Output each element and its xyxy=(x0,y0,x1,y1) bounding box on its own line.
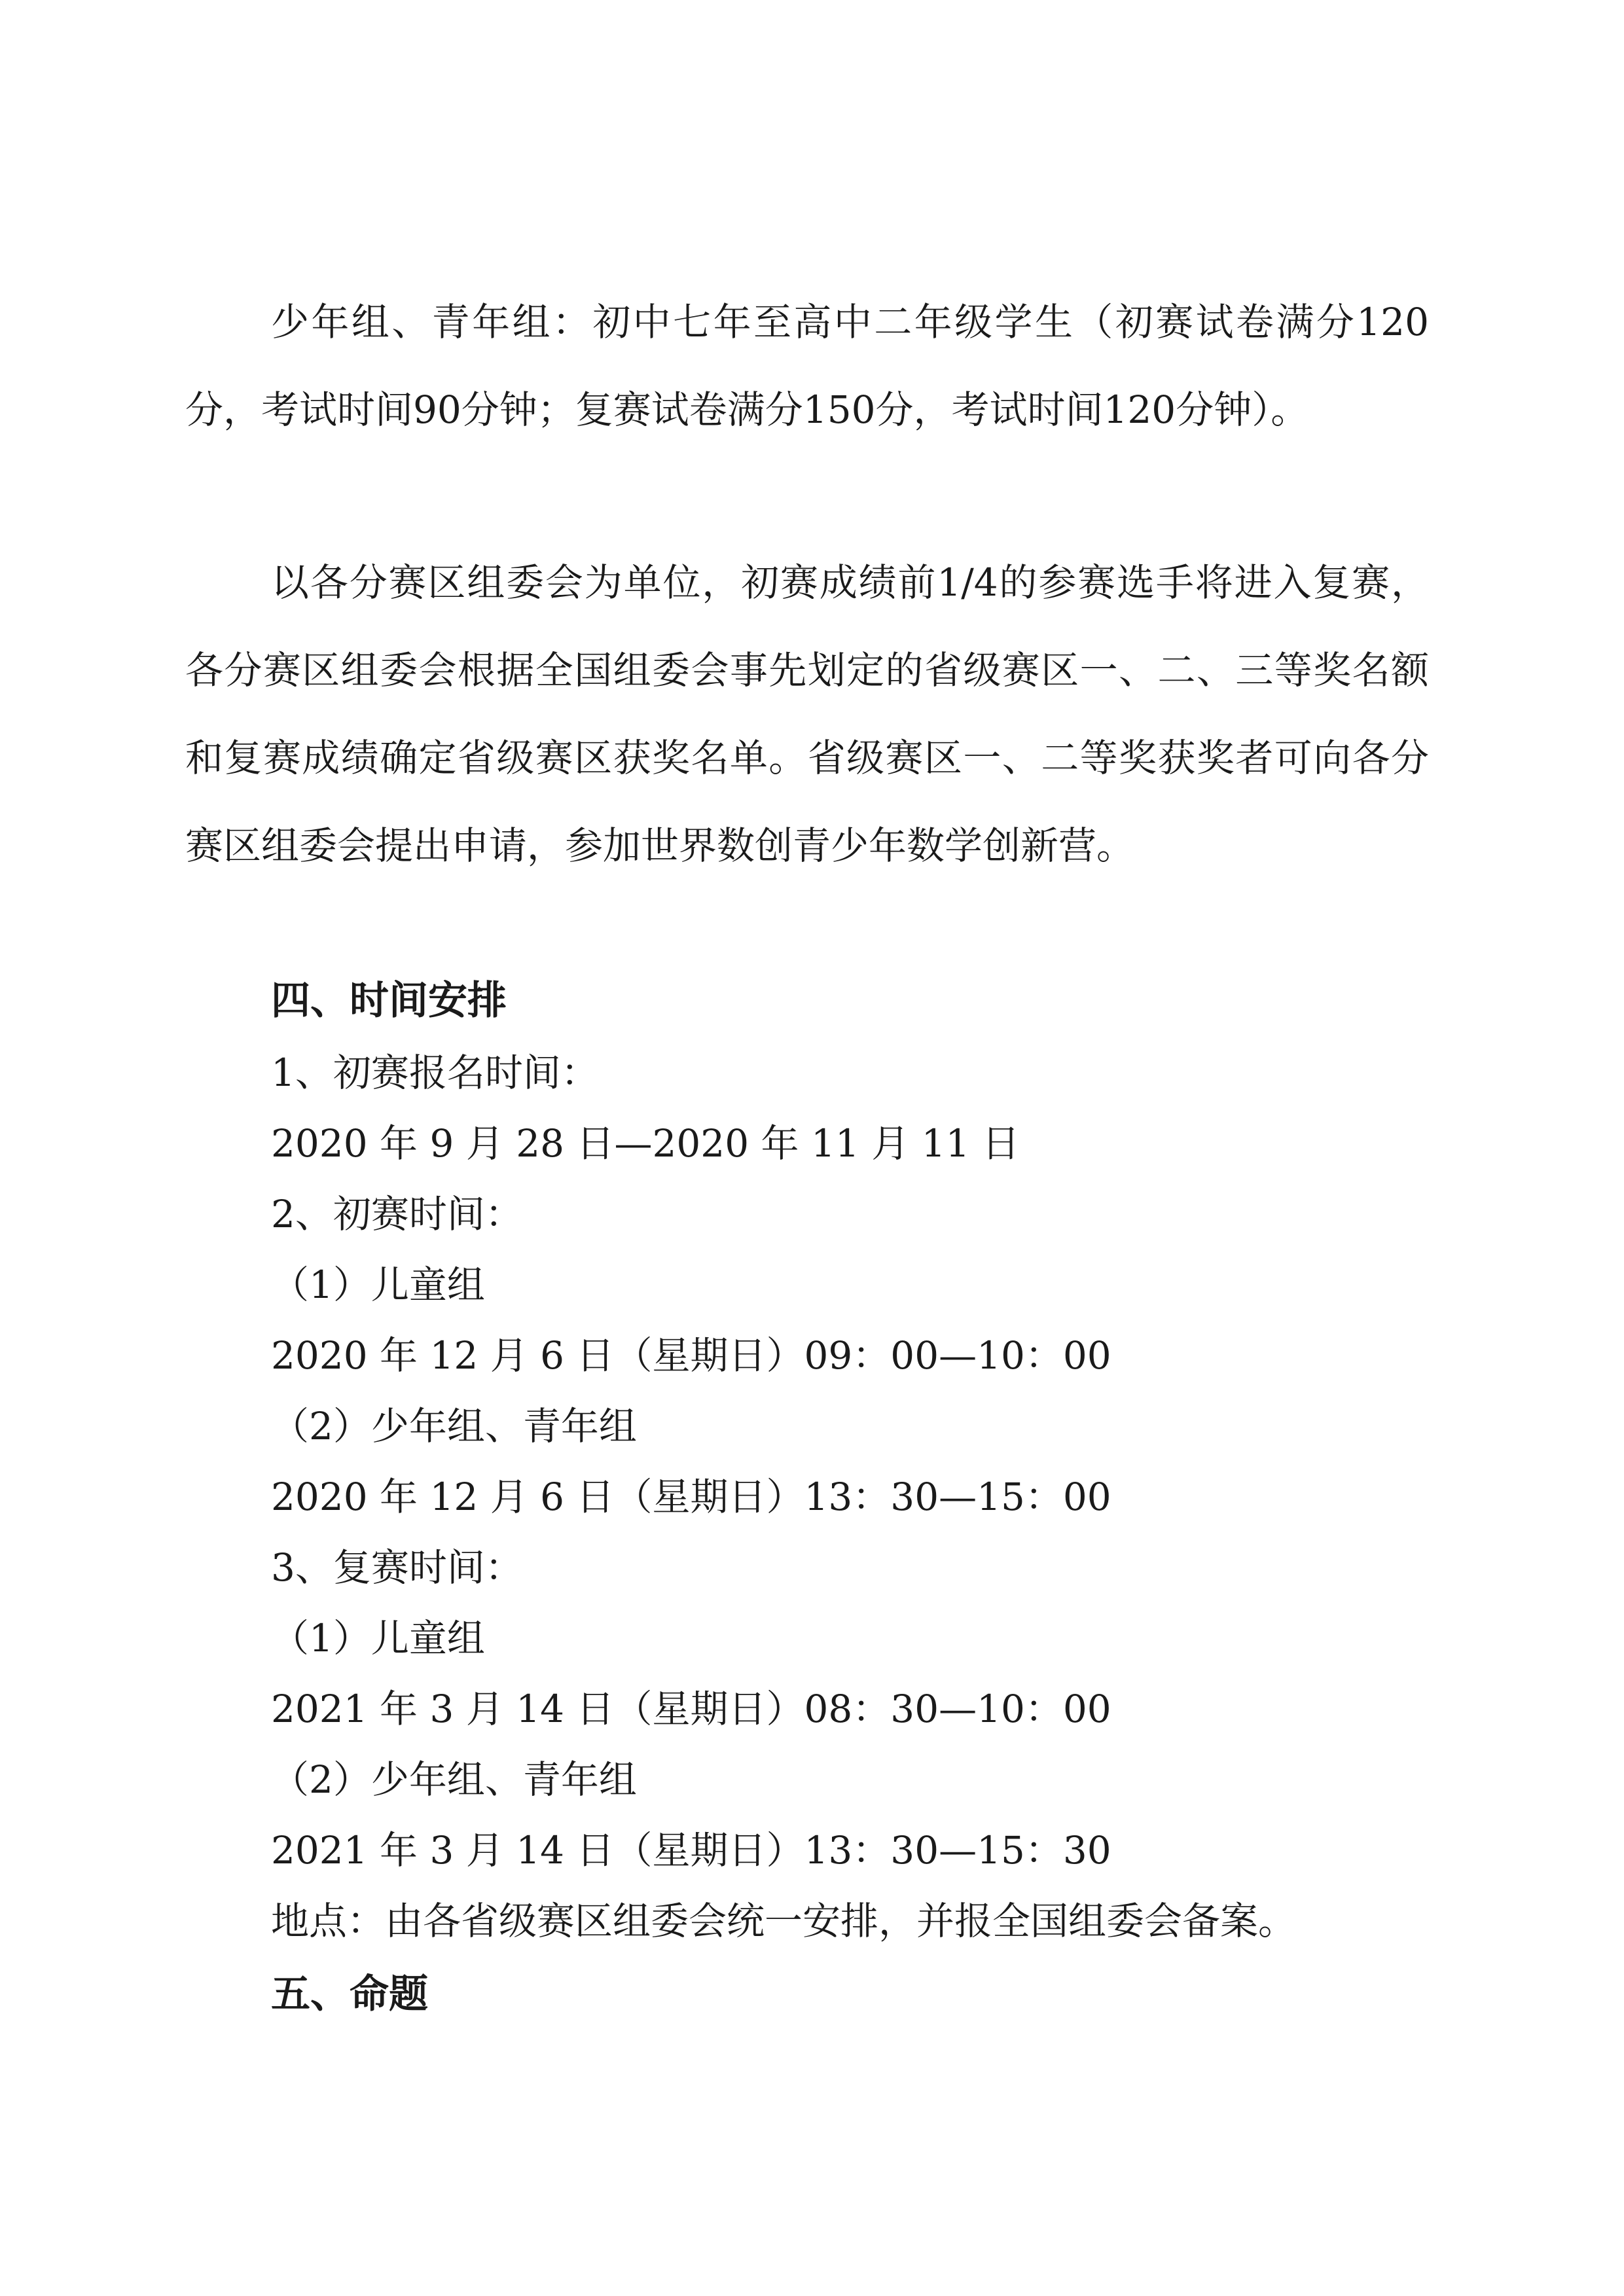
schedule-line: 2021 年 3 月 14 日（星期日）08：30—10：00 xyxy=(271,1687,1111,1731)
schedule-line: （1）儿童组 xyxy=(271,1263,485,1307)
schedule-line: （2）少年组、青年组 xyxy=(271,1404,637,1448)
schedule-line: （1）儿童组 xyxy=(271,1616,485,1660)
schedule-line: 2020 年 12 月 6 日（星期日）09：00—10：00 xyxy=(271,1333,1111,1378)
schedule-line: 2020 年 12 月 6 日（星期日）13：30—15：00 xyxy=(271,1475,1111,1519)
schedule-line: 2021 年 3 月 14 日（星期日）13：30—15：30 xyxy=(271,1828,1111,1873)
schedule-line: （2）少年组、青年组 xyxy=(271,1757,637,1802)
section-heading-schedule: 四、时间安排 xyxy=(271,978,507,1024)
paragraph-eligibility: 少年组、青年组：初中七年至高中二年级学生（初赛试卷满分120分，考试时间90分钟；复赛试卷满分150分，考试时间120分钟）。 xyxy=(185,300,1429,432)
schedule-line: 2、初赛时间： xyxy=(271,1192,523,1236)
schedule-line: 1、初赛报名时间： xyxy=(271,1050,599,1095)
schedule-line: 3、复赛时间： xyxy=(271,1545,523,1590)
section-heading-proposition: 五、命题 xyxy=(271,1971,428,2017)
schedule-line: 2020 年 9 月 28 日—2020 年 11 月 11 日 xyxy=(271,1121,1020,1166)
paragraph-advancement: 以各分赛区组委会为单位，初赛成绩前1/4的参赛选手将进入复赛，各分赛区组委会根据全国组委会事先划定的省级赛区一、二、三等奖名额和复赛成绩确定省级赛区获奖名单。省级赛区一、二等奖获奖者可向各分赛区组委会提出申请，参加世界数创青少年数学创新营。 xyxy=(185,560,1429,868)
schedule-line: 地点：由各省级赛区组委会统一安排，并报全国组委会备案。 xyxy=(271,1899,1297,1943)
